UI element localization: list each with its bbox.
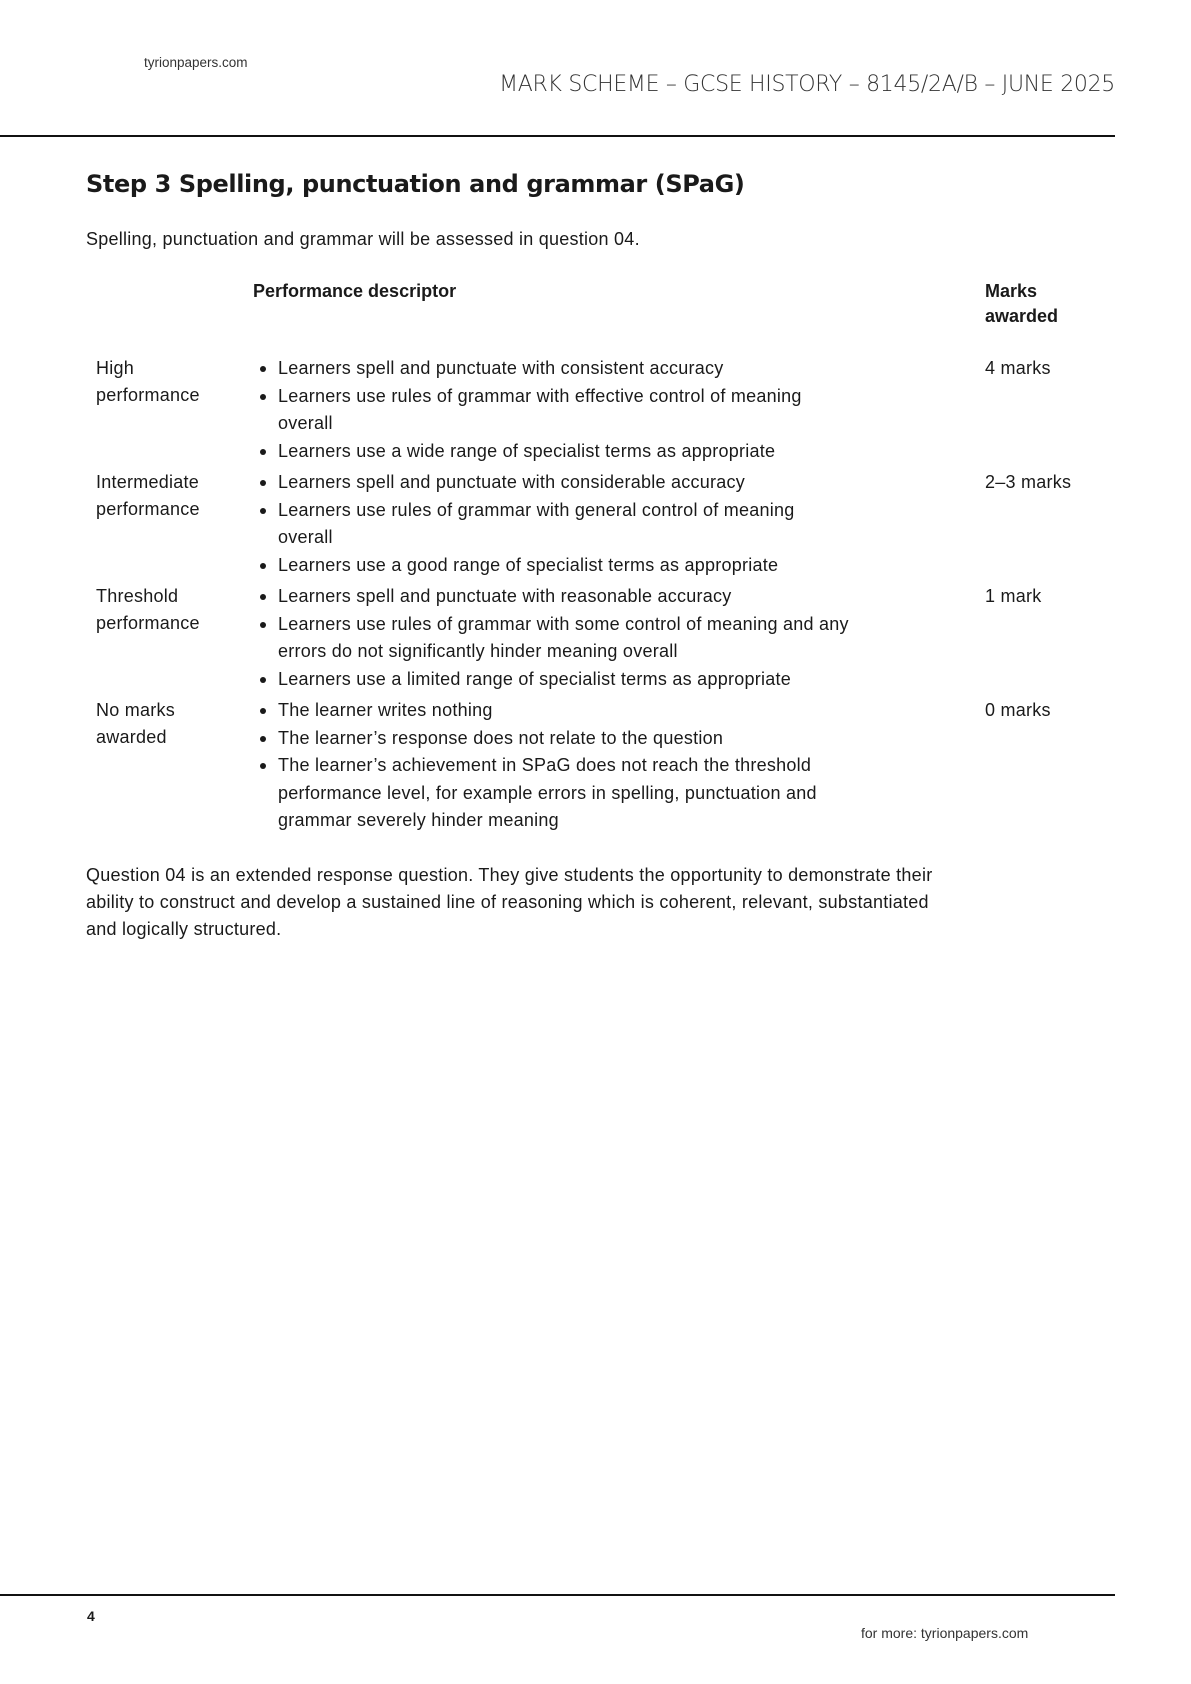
bullet-line: errors do not significantly hinder meaning overall — [278, 641, 678, 661]
paragraph-line: ability to construct and develop a sustained line of reasoning which is coherent, relevant, substantiated — [86, 892, 929, 912]
marks-header-line: Marks — [985, 281, 1038, 301]
section-title: Step 3 Spelling, punctuation and grammar (SPaG) — [86, 170, 745, 198]
marks-awarded: 4 marks — [985, 358, 1051, 378]
descriptor-list — [260, 697, 817, 835]
descriptor-list — [260, 583, 849, 693]
bullet-line: The learner writes nothing — [278, 700, 493, 720]
header-divider — [0, 135, 1115, 137]
site-watermark: tyrionpapers.com — [144, 55, 248, 70]
running-header: MARK SCHEME – GCSE HISTORY – 8145/2A/B – JUNE 2025 — [499, 72, 1115, 97]
descriptor-bullet — [260, 355, 802, 383]
bullet-line: grammar severely hinder meaning — [278, 810, 559, 830]
bullet-line: Learners use rules of grammar with some control of meaning and any — [278, 613, 849, 634]
column-header-marks — [985, 279, 1058, 329]
bullet-line: Learners use a limited range of specialist terms as appropriate — [278, 668, 791, 689]
descriptor-bullet — [260, 752, 817, 835]
descriptor-bullet — [260, 469, 795, 497]
bullet-line: Learners use rules of grammar with general control of meaning — [278, 499, 795, 520]
bullet-line: Learners spell and punctuate with consistent accuracy — [278, 358, 724, 378]
label-line: High — [96, 358, 135, 378]
marks-awarded: 1 mark — [985, 586, 1042, 606]
descriptor-bullet — [260, 666, 849, 694]
footer-divider — [0, 1594, 1115, 1596]
bullet-line: overall — [278, 527, 333, 547]
descriptor-bullet — [260, 697, 817, 725]
descriptor-bullet — [260, 383, 802, 438]
footer-link: for more: tyrionpapers.com — [861, 1625, 1029, 1641]
bullet-line: Learners use rules of grammar with effective control of meaning — [278, 385, 802, 406]
descriptor-list — [260, 469, 795, 579]
section-intro: Spelling, punctuation and grammar will be assessed in question 04. — [86, 229, 640, 249]
descriptor-bullet — [260, 583, 849, 611]
bullet-line: Learners spell and punctuate with considerable accuracy — [278, 472, 746, 492]
label-line: performance — [96, 385, 200, 405]
descriptor-bullet — [260, 725, 817, 753]
label-line: Intermediate — [96, 472, 200, 492]
bullet-line: The learner’s response does not relate to the question — [278, 727, 724, 748]
label-line: No marks — [96, 700, 176, 720]
performance-level-label — [96, 697, 175, 751]
column-header-descriptor: Performance descriptor — [253, 281, 457, 301]
bullet-line: Learners use a good range of specialist terms as appropriate — [278, 554, 779, 575]
paragraph-line: and logically structured. — [86, 919, 282, 939]
closing-paragraph — [86, 862, 932, 943]
label-line: Threshold — [96, 586, 179, 606]
label-line: performance — [96, 499, 200, 519]
bullet-line: Learners spell and punctuate with reasonable accuracy — [278, 586, 732, 606]
bullet-line: performance level, for example errors in spelling, punctuation and — [278, 782, 817, 803]
performance-level-label — [96, 583, 200, 637]
label-line: performance — [96, 613, 200, 633]
descriptor-bullet — [260, 438, 802, 466]
label-line: awarded — [96, 727, 167, 747]
descriptor-bullet — [260, 552, 795, 580]
paragraph-line: Question 04 is an extended response question. They give students the opportunity to demonstrate their — [86, 865, 933, 885]
performance-level-label — [96, 469, 200, 523]
marks-awarded: 0 marks — [985, 700, 1051, 720]
descriptor-list — [260, 355, 802, 465]
bullet-line: The learner’s achievement in SPaG does not reach the threshold — [278, 755, 812, 775]
marks-awarded: 2–3 marks — [985, 472, 1072, 492]
performance-level-label — [96, 355, 200, 409]
marks-header-line: awarded — [985, 306, 1059, 326]
descriptor-bullet — [260, 497, 795, 552]
page-number: 4 — [87, 1608, 95, 1624]
bullet-line: overall — [278, 413, 333, 433]
descriptor-bullet — [260, 611, 849, 666]
bullet-line: Learners use a wide range of specialist terms as appropriate — [278, 440, 776, 461]
